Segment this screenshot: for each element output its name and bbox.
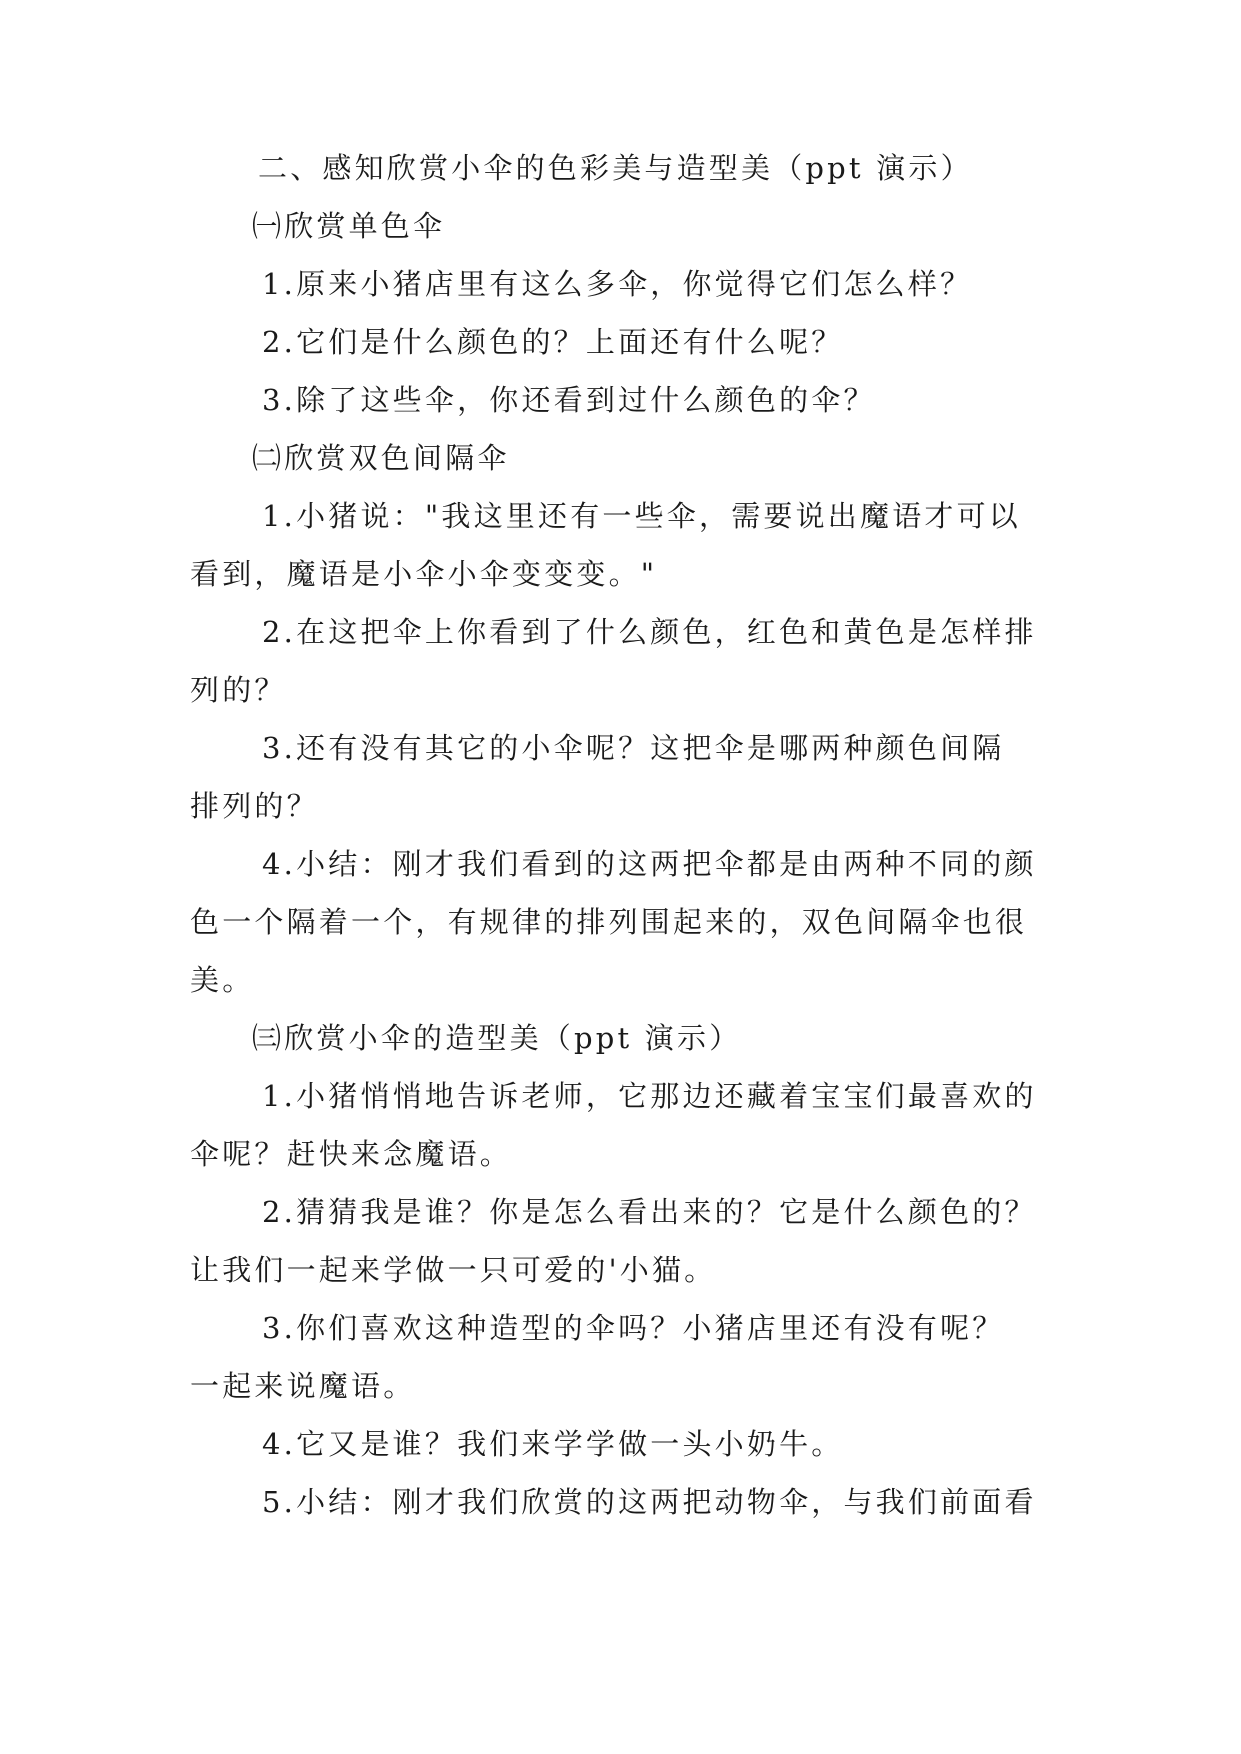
part2-heading: ㈡欣赏双色间隔伞 [252, 441, 510, 475]
part2-item3-line1: 3.还有没有其它的小伞呢？这把伞是哪两种颜色间隔 [262, 731, 1005, 765]
part1-item-3: 3.除了这些伞，你还看到过什么颜色的伞？ [262, 383, 876, 417]
part3-heading: ㈢欣赏小伞的造型美（ppt 演示） [252, 1021, 742, 1055]
part1-heading: ㈠欣赏单色伞 [252, 209, 446, 243]
part3-item1-line2: 伞呢？赶快来念魔语。 [190, 1137, 513, 1171]
part2-item2-line2: 列的？ [190, 673, 287, 707]
part2-item1-line2: 看到，魔语是小伞小伞变变变。" [190, 557, 658, 591]
part3-item3-line2: 一起来说魔语。 [190, 1369, 416, 1403]
part3-item2-line1: 2.猜猜我是谁？你是怎么看出来的？它是什么颜色的？ [262, 1195, 1037, 1229]
part3-item3-line1: 3.你们喜欢这种造型的伞吗？小猪店里还有没有呢？ [262, 1311, 1005, 1345]
part2-item4-line1: 4.小结：刚才我们看到的这两把伞都是由两种不同的颜 [262, 847, 1037, 881]
part1-item-2: 2.它们是什么颜色的？上面还有什么呢？ [262, 325, 844, 359]
part3-item5: 5.小结：刚才我们欣赏的这两把动物伞，与我们前面看 [262, 1485, 1037, 1519]
section-title: 二、感知欣赏小伞的色彩美与造型美（ppt 演示） [258, 151, 973, 185]
part2-item3-line2: 排列的？ [190, 789, 319, 823]
part3-item2-line2: 让我们一起来学做一只可爱的'小猫。 [190, 1253, 717, 1287]
part1-item-1: 1.原来小猪店里有这么多伞，你觉得它们怎么样？ [262, 267, 973, 301]
part3-item1-line1: 1.小猪悄悄地告诉老师，它那边还藏着宝宝们最喜欢的 [262, 1079, 1037, 1113]
part2-item1-line1: 1.小猪说："我这里还有一些伞，需要说出魔语才可以 [262, 499, 1022, 533]
part2-item4-line2: 色一个隔着一个，有规律的排列围起来的，双色间隔伞也很 [190, 905, 1028, 939]
part3-item4: 4.它又是谁？我们来学学做一头小奶牛。 [262, 1427, 844, 1461]
part2-item4-line3: 美。 [190, 963, 255, 997]
part2-item2-line1: 2.在这把伞上你看到了什么颜色，红色和黄色是怎样排 [262, 615, 1037, 649]
